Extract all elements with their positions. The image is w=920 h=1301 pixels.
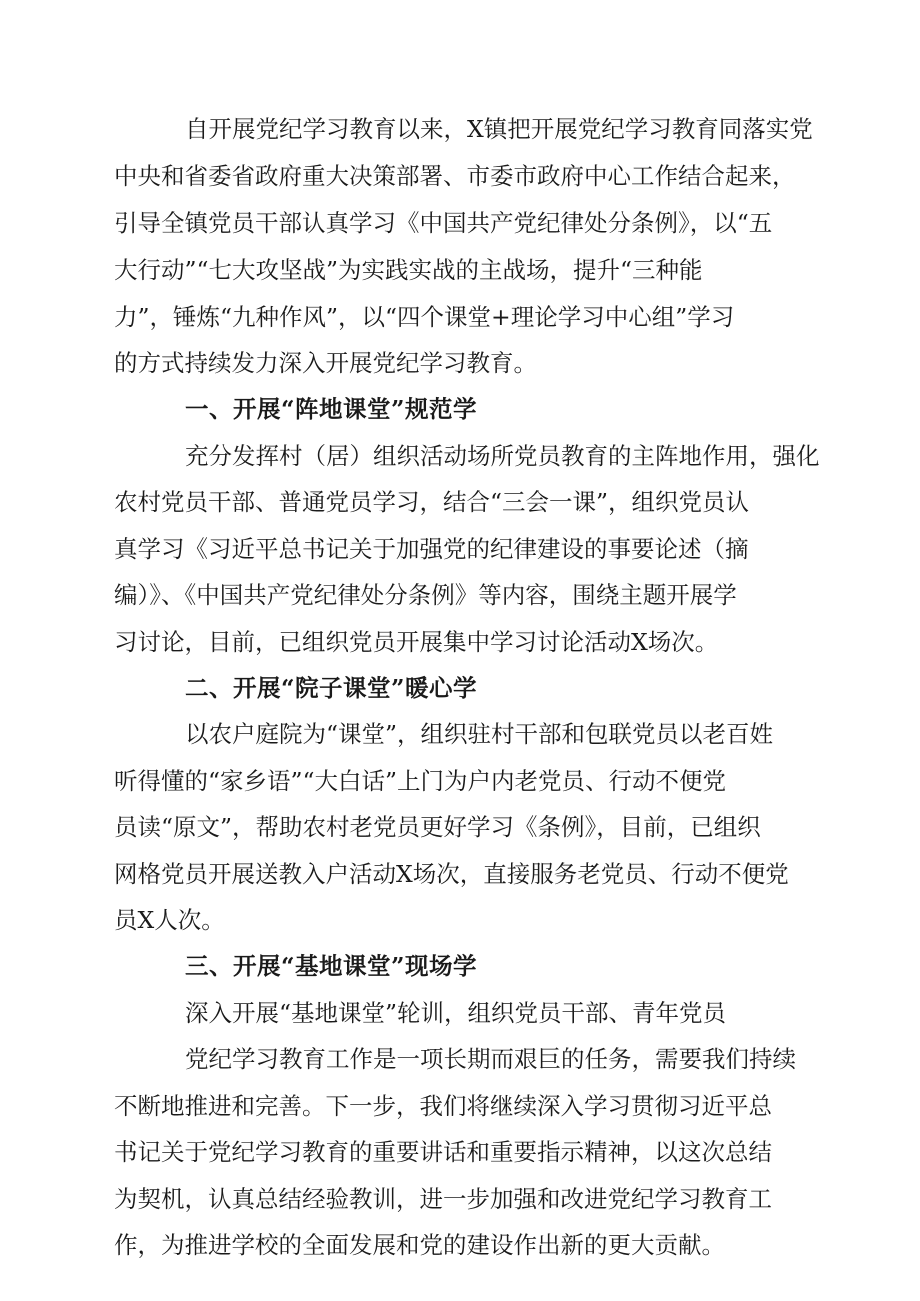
paragraph-line: 听得懂的“家乡语”“大白话”上门为户内老党员、行动不便党 — [114, 767, 727, 795]
paragraph-line: 作，为推进学校的全面发展和党的建设作出新的更大贡献。 — [114, 1231, 725, 1259]
paragraph-line: 网格党员开展送教入户活动X场次，直接服务老党员、行动不便党 — [114, 860, 789, 888]
section-heading: 三、开展“基地课堂”现场学 — [185, 952, 478, 980]
paragraph-line: 党纪学习教育工作是一项长期而艰巨的任务，需要我们持续 — [185, 1045, 796, 1073]
paragraph-line: 员读“原文”，帮助农村老党员更好学习《条例》，目前，已组织 — [114, 813, 761, 841]
paragraph-line: 引导全镇党员干部认真学习《中国共产党纪律处分条例》，以“五 — [114, 209, 773, 237]
paragraph-line: 真学习《习近平总书记关于加强党的纪律建设的事要论述（摘 — [114, 535, 749, 563]
paragraph-line: 的方式持续发力深入开展党纪学习教育。 — [114, 349, 537, 377]
paragraph-line: 力”，锤炼“九种作风”，以“四个课堂+理论学习中心组”学习 — [114, 303, 735, 331]
section-heading: 一、开展“阵地课堂”规范学 — [185, 395, 478, 423]
paragraph-line: 习讨论，目前，已组织党员开展集中学习讨论活动X场次。 — [114, 628, 719, 656]
paragraph-line: 深入开展“基地课堂”轮训，组织党员干部、青年党员 — [185, 999, 727, 1027]
paragraph-line: 书记关于党纪学习教育的重要讲话和重要指示精神，以这次总结 — [114, 1138, 772, 1166]
paragraph-line: 不断地推进和完善。下一步，我们将继续深入学习贯彻习近平总 — [114, 1092, 772, 1120]
paragraph-line: 大行动”“七大攻坚战”为实践实战的主战场，提升“三种能 — [114, 256, 703, 284]
paragraph-line: 中央和省委省政府重大决策部署、市委市政府中心工作结合起来， — [114, 162, 796, 190]
section-heading: 二、开展“院子课堂”暖心学 — [185, 674, 478, 702]
paragraph-line: 充分发挥村（居）组织活动场所党员教育的主阵地作用，强化 — [185, 442, 820, 470]
paragraph-line: 以农户庭院为“课堂”，组织驻村干部和包联党员以老百姓 — [185, 720, 774, 748]
paragraph-line: 农村党员干部、普通党员学习，结合“三会一课”，组织党员认 — [114, 488, 750, 516]
paragraph-line: 为契机，认真总结经验教训，进一步加强和改进党纪学习教育工 — [114, 1185, 772, 1213]
paragraph-line: 自开展党纪学习教育以来，X镇把开展党纪学习教育同落实党 — [185, 115, 813, 143]
paragraph-line: 员X人次。 — [114, 906, 225, 934]
paragraph-line: 编）》、《中国共产党纪律处分条例》等内容，围绕主题开展学 — [114, 581, 737, 609]
